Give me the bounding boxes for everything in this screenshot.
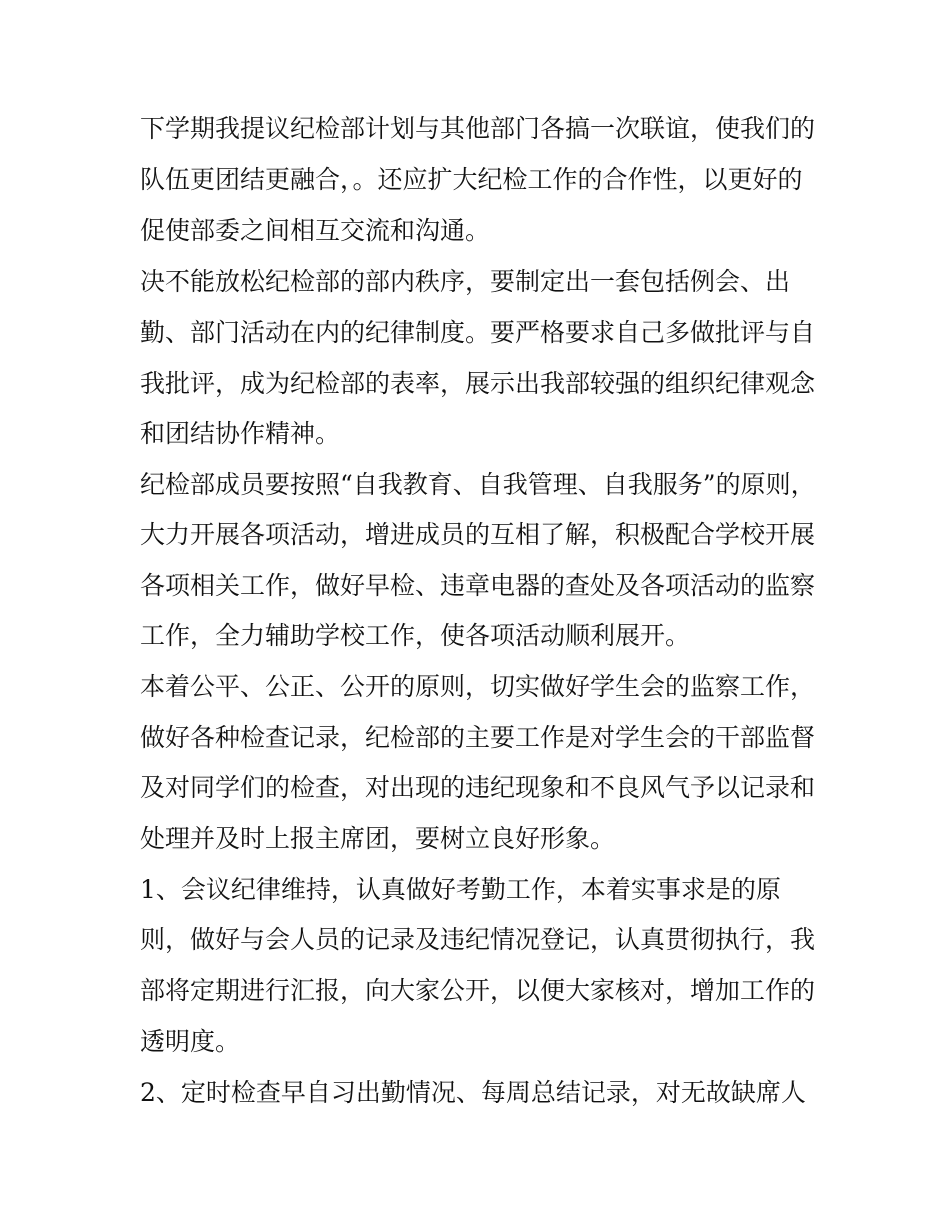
text-line: 则，做好与会人员的记录及违纪情况登记，认真贯彻执行，我 — [140, 925, 816, 954]
text-line: 我批评，成为纪检部的表率，展示出我部较强的组织纪律观念 — [140, 369, 816, 398]
text-line: 和团结协作精神。 — [140, 419, 341, 448]
text-line: 部将定期进行汇报，向大家公开，以便大家核对，增加工作的 — [140, 976, 816, 1005]
text-line: 队伍更团结更融合，。还应扩大纪检工作的合作性，以更好的 — [140, 165, 803, 194]
text-line: 各项相关工作，做好早检、违章电器的查处及各项活动的监察 — [140, 571, 816, 600]
text-line: 本着公平、公正、公开的原则，切实做好学生会的监察工作， — [140, 672, 816, 701]
text-line: 2、定时检查早自习出勤情况、每周总结记录，对无故缺席人 — [140, 1078, 806, 1107]
text-line: 纪检部成员要按照“自我教育、自我管理、自我服务”的原则， — [140, 470, 816, 499]
text-line: 做好各种检查记录，纪检部的主要工作是对学生会的干部监督 — [140, 723, 816, 752]
text-line: 1、会议纪律维持，认真做好考勤工作，本着实事求是的原 — [140, 875, 781, 904]
text-line: 及对同学们的检查，对出现的违纪现象和不良风气予以记录和 — [140, 773, 816, 802]
text-line: 大力开展各项活动，增进成员的互相了解，积极配合学校开展 — [140, 520, 816, 549]
text-line: 勤、部门活动在内的纪律制度。要严格要求自己多做批评与自 — [140, 318, 816, 347]
text-line: 促使部委之间相互交流和沟通。 — [140, 216, 491, 245]
text-line: 决不能放松纪检部的部内秩序，要制定出一套包括例会、出 — [140, 267, 791, 296]
text-line: 处理并及时上报主席团，要树立良好形象。 — [140, 824, 616, 853]
text-line: 透明度。 — [140, 1027, 241, 1056]
text-line: 工作，全力辅助学校工作，使各项活动顺利展开。 — [140, 621, 691, 650]
text-line: 下学期我提议纪检部计划与其他部门各搞一次联谊，使我们的 — [140, 114, 816, 143]
